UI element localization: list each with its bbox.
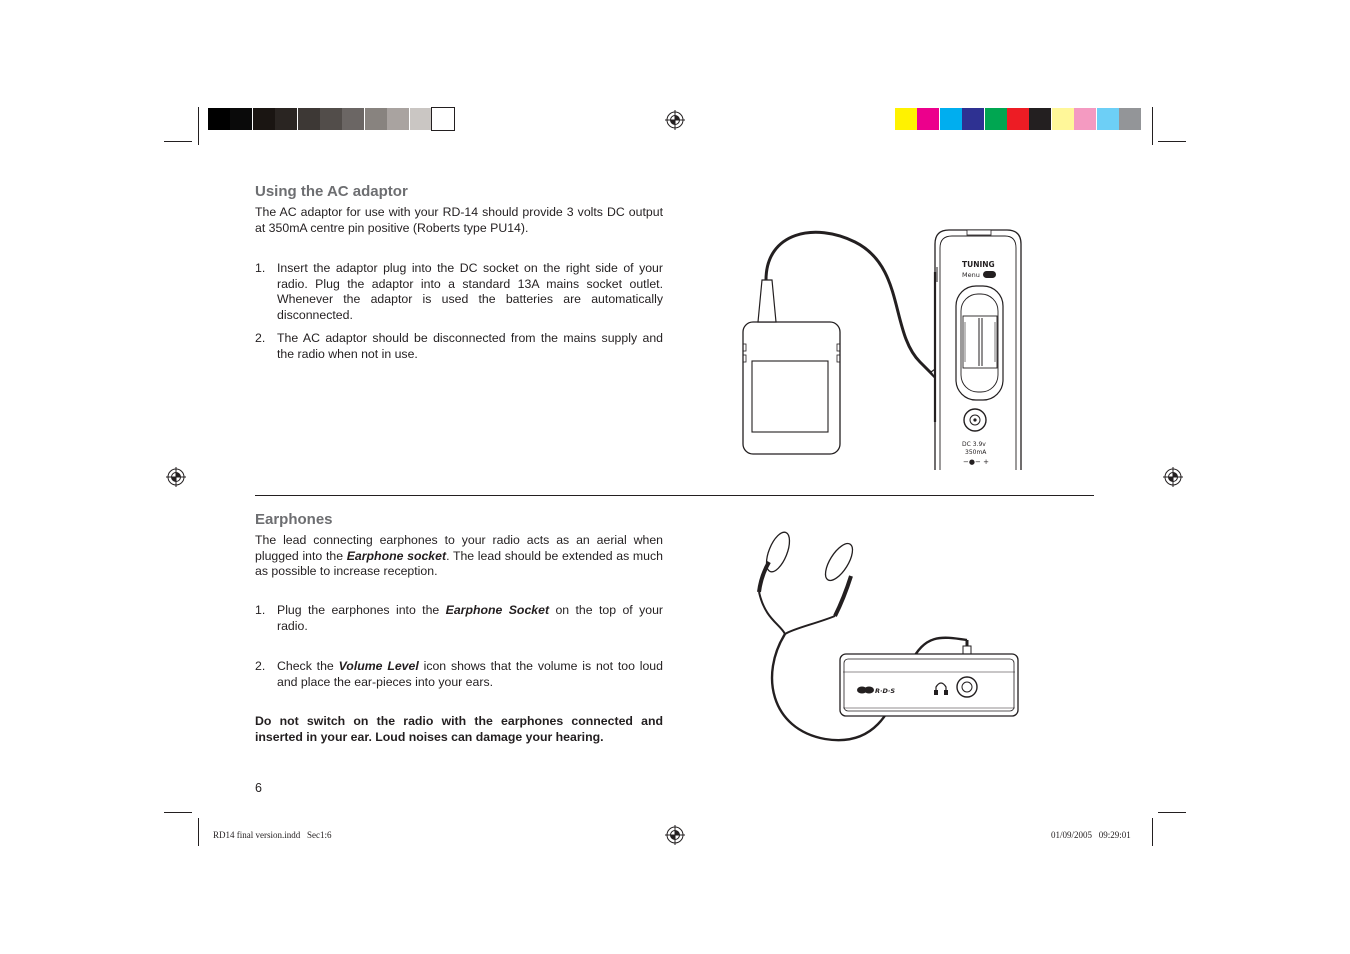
color-swatch	[298, 108, 320, 130]
color-swatch	[432, 108, 454, 130]
ac-step-2-text: The AC adaptor should be disconnected from the mains supply and the radio when not in use.	[277, 331, 663, 361]
earphone-socket-emphasis: Earphone socket	[346, 548, 447, 563]
hearing-warning: Do not switch on the radio with the earphones connected and inserted in your ear. Loud noises can damage your hearing.	[255, 714, 663, 744]
polarity-symbol: −●− +	[963, 458, 989, 466]
ac-adaptor-illustration	[735, 222, 1035, 472]
color-swatch	[1052, 108, 1074, 130]
color-swatch	[962, 108, 984, 130]
color-swatch	[387, 108, 409, 130]
ac-step-1-text: Insert the adaptor plug into the DC socket on the right side of your radio. Plug the adaptor into a standard 13A mains socket outlet. Whenever the adaptor is used the batteries are automatically disconnected.	[277, 261, 663, 322]
color-swatch	[342, 108, 364, 130]
crop-mark	[164, 141, 192, 142]
color-swatch	[1074, 108, 1096, 130]
color-swatch	[917, 108, 939, 130]
crop-mark	[164, 812, 192, 813]
crop-mark	[1152, 818, 1153, 846]
section-title-ac-adaptor: Using the AC adaptor	[255, 183, 408, 200]
color-swatch	[320, 108, 342, 130]
tuning-label: TUNING	[962, 260, 995, 269]
color-swatch	[275, 108, 297, 130]
slug-timestamp: 01/09/2005 09:29:01	[1051, 830, 1131, 840]
step-number: 1.	[255, 261, 266, 275]
registration-mark-icon	[665, 825, 685, 845]
color-swatch	[365, 108, 387, 130]
color-swatch	[895, 108, 917, 130]
section-title-earphones: Earphones	[255, 511, 333, 528]
dc-rating-label: DC 3.9v	[962, 441, 986, 448]
page-number: 6	[255, 781, 262, 795]
crop-mark	[1158, 812, 1186, 813]
registration-mark-icon	[1163, 467, 1183, 487]
rds-label: R·D·S	[875, 687, 896, 695]
menu-label: Menu	[962, 271, 980, 279]
color-swatch	[1007, 108, 1029, 130]
crop-mark	[1152, 107, 1153, 145]
crop-mark	[1158, 141, 1186, 142]
step-number: 1.	[255, 603, 266, 617]
crop-mark	[198, 818, 199, 846]
color-swatch	[1119, 108, 1141, 130]
registration-mark-icon	[665, 110, 685, 130]
earphones-illustration	[745, 524, 1025, 749]
crop-mark	[198, 107, 199, 145]
registration-mark-icon	[166, 467, 186, 487]
color-swatch	[253, 108, 275, 130]
color-swatch	[410, 108, 432, 130]
step-number: 2.	[255, 659, 266, 673]
step-number: 2.	[255, 331, 266, 345]
color-swatch	[230, 108, 252, 130]
color-swatch	[208, 108, 230, 130]
color-swatch	[1097, 108, 1119, 130]
earphones-step-2-text: Check the Volume Level icon shows that the volume is not too loud and place the ear-pieces into your ears.	[277, 659, 663, 689]
earphones-intro-paragraph: The lead connecting earphones to your radio acts as an aerial when plugged into the Earphone socket. The lead should be extended as much as possible to increase reception.	[255, 533, 664, 578]
ac-intro-paragraph: The AC adaptor for use with your RD-14 should provide 3 volts DC output at 350mA centre pin positive (Roberts type PU14).	[255, 205, 663, 235]
color-swatch	[940, 108, 962, 130]
current-rating-label: 350mA	[965, 449, 987, 456]
slug-file-info: RD14 final version.indd Sec1:6	[213, 830, 332, 840]
color-swatch	[985, 108, 1007, 130]
color-swatch	[1029, 108, 1051, 130]
section-divider	[255, 495, 1094, 496]
earphones-step-1-text: Plug the earphones into the Earphone Socket on the top of your radio.	[277, 603, 663, 633]
